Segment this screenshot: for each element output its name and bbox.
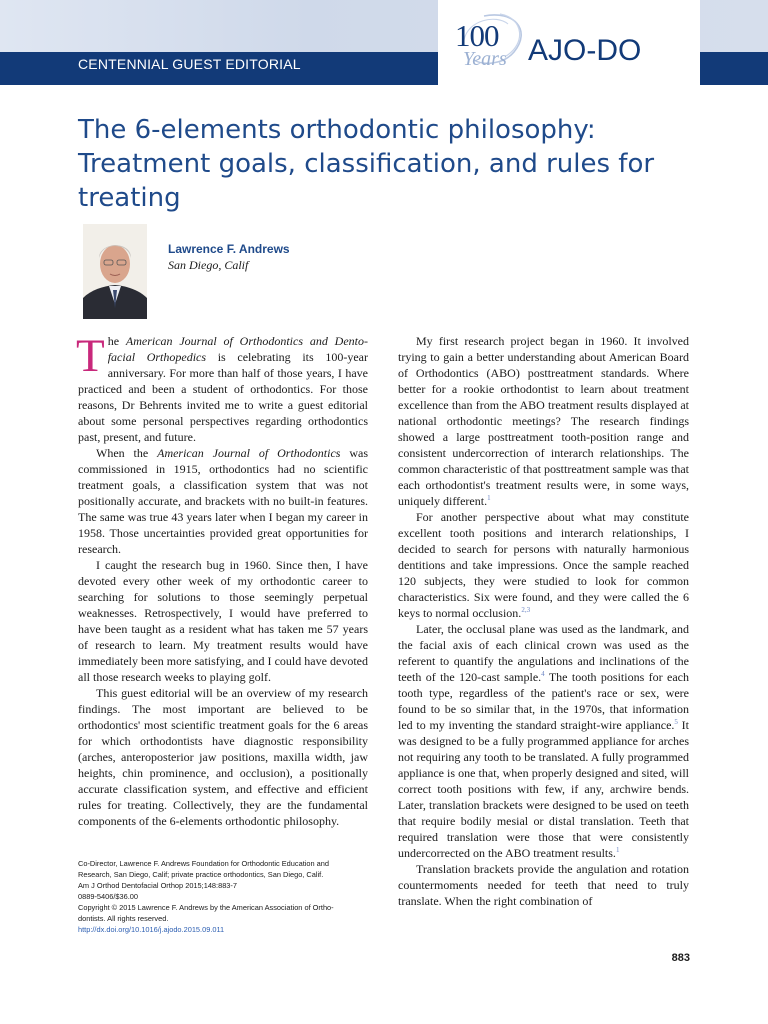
logo-years: Years <box>463 48 507 70</box>
text-run: Later, the occlusal plane was used as the landmark, and the facial axis of each clinical crown was used as the referent to quantify the angulations and inclinations of the teeth of the 120-cast sample. <box>398 622 689 684</box>
citation-ref[interactable]: 2,3 <box>521 606 531 614</box>
paragraph <box>78 445 368 557</box>
author-affiliation: San Diego, Calif <box>168 258 249 272</box>
text-run: he <box>107 334 126 348</box>
text-run: My first research project began in 1960. It involved trying to gain a better understanding about American Board of Orthodontics (ABO) posttreatment standards. Where better for a rookie orthodontist to learn about treatment excellence than from the ABO treatment results displayed at national orthodontic meetings? The research findings showed a large posttreatment tooth-position range and consistent undercorrection of interarch relationships. The common characteristic of that posttreatment sample was that each orthodontist's treatment results were, in some ways, uniquely different. <box>398 334 689 508</box>
citation-ref[interactable]: 1 <box>615 846 620 854</box>
paragraph <box>398 509 689 621</box>
footnote-line: 0889-5406/$36.00 <box>78 892 139 901</box>
paragraph: Translation brackets provide the angulation and rotation countermoments needed for teeth that need to truly translate. When the right combination of <box>398 862 689 908</box>
paragraph <box>398 621 689 861</box>
text-run: It was designed to be a fully programmed appliance for arches not requiring any tooth to be translated. A fully programmed appliance is one that, when properly designed and sited, will correct tooth positions with few, if any, archwire bends. Later, translation brackets were designed to be used on teeth that require bodily mesial or distal translation. Teeth that required translation were those that were consistently undercorrected on the ABO treatment results. <box>398 718 689 860</box>
text-run: For another perspective about what may constitute excellent tooth positions and interarch relationships, I decided to search for persons with naturally harmonious dentitions and take impressions. Once the sample reached 120 subjects, they were studied to look for common characteristics. Six were found, and they were called the 6 keys to normal occlusion. <box>398 510 689 620</box>
text-run: The tooth positions for each tooth type, regardless of the patient's race or sex, were found to be so similar that, in the 1970s, that information led to my inventing the standard straight-wire appliance. <box>398 670 689 732</box>
author-photo <box>83 224 147 319</box>
left-column <box>76 330 369 829</box>
footnote-line: Am J Orthod Dentofacial Orthop 2015;148:883-7 <box>78 881 237 890</box>
doi-link[interactable]: http://dx.doi.org/10.1016/j.ajodo.2015.09.011 <box>78 925 225 934</box>
footnote <box>78 858 378 935</box>
paragraph: I caught the research bug in 1960. Since then, I have devoted every other week of my orthodontic career to searching for solutions to those seemingly perpetual weaknesses. Retrospectively, I would have preferred to have been taught as a resident what has taken me 57 years of research to learn. My treatment results would have immediately been more satisfying, and I could have devoted all those research weeks to playing golf. <box>78 558 368 684</box>
citation-ref[interactable]: 4 <box>541 670 545 678</box>
logo-number: 100 <box>455 18 499 53</box>
text-run: was commissioned in 1915, orthodontics had no scientific treatment goals, a classification system that was not positionally accurate, and brackets with no built-in features. The same was true 43 years later when I began my career in 1958. Those uncertainties provided great opportunities for research. <box>78 446 369 556</box>
citation-ref[interactable]: 1 <box>487 494 491 502</box>
footnote-line: Research, San Diego, Calif; private practice orthodontics, San Diego, Calif. <box>78 870 324 879</box>
journal-name: American Journal of Orthodontics and Dento-facial Orthopedics <box>107 334 368 364</box>
text-run: is celebrating its 100-year anniversary. For more than half of those years, I have practiced and been a student of orthodontics. For those reasons, Dr Behrents invited me to write a guest editorial about some personal perspectives regarding orthodontics past, present, and future. <box>78 350 368 444</box>
paragraph: This guest editorial will be an overview of my research findings. The most important are believed to be orthodontics' most scientific treatment goals for the 6 areas for which orthodontists have diagnostic responsibility (arches, anteroposterior jaw positions, maxilla width, jaw heights, chin prominence, and occlusion), a positionally accurate classification system, and effective and efficient rules for treating. Collectively, they are the fundamental components of the 6-elements orthodontic philosophy. <box>78 686 368 828</box>
section-label: CENTENNIAL GUEST EDITORIAL <box>78 56 301 72</box>
page-number: 883 <box>671 952 690 964</box>
author-name: Lawrence F. Andrews <box>168 242 290 256</box>
footnote-line: dontists. All rights reserved. <box>78 914 169 923</box>
paragraph <box>398 333 689 509</box>
footnote-line: Copyright © 2015 Lawrence F. Andrews by the American Association of Ortho- <box>78 903 334 912</box>
right-column <box>398 333 689 909</box>
logo-journal-name: AJO-DO <box>528 34 642 67</box>
journal-name: American Journal of Orthodontics <box>157 446 341 460</box>
text-run: When the <box>96 446 158 460</box>
footnote-line: Co-Director, Lawrence F. Andrews Foundation for Orthodontic Education and <box>78 859 330 868</box>
article-title: The 6-elements orthodontic philosophy: Treatment goals, classification, and rules for treating <box>78 115 655 213</box>
paragraph <box>76 330 368 445</box>
drop-cap: T <box>76 330 105 382</box>
citation-ref[interactable]: 5 <box>674 718 678 726</box>
